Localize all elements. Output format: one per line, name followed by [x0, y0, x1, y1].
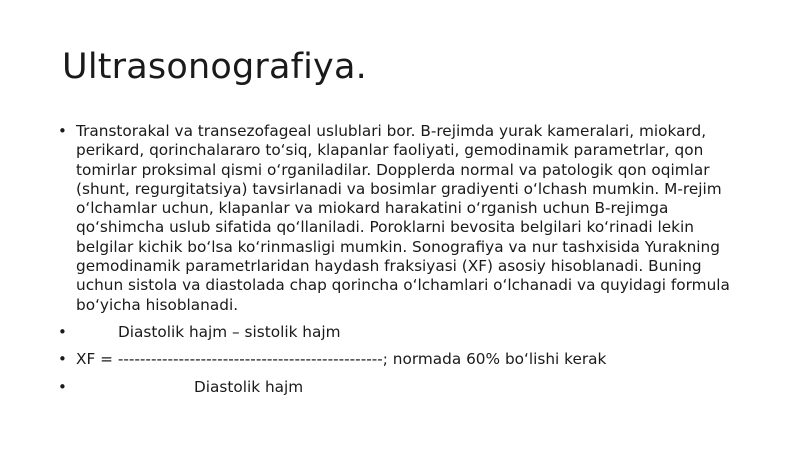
- bullet-icon: •: [58, 350, 67, 369]
- formula-line: XF = ------------------------------------------------; normada 60% bo‘lishi kerak: [76, 350, 607, 369]
- bullet-icon: •: [58, 122, 67, 140]
- formula-denominator: Diastolik hajm: [194, 377, 304, 396]
- list-item: [58, 378, 748, 397]
- bullet-icon: •: [58, 322, 67, 341]
- bullet-icon: •: [58, 377, 67, 396]
- bullet-list: [58, 122, 748, 405]
- formula-numerator: Diastolik hajm – sistolik hajm: [118, 322, 341, 341]
- paragraph-text: Transtorakal va transezofageal uslublari bor. B-rejimda yurak kameralari, miokard, perikard, qorinchalararo to‘siq, klapanlar faoliyati, gemodinamik parametrlar, qon tomirlar proksimal qismi o‘rganiladilar. Dopplerda normal va patologik qon oqimlar (shunt, regurgitatsiya) tavsirlanadi va bosimlar gradiyenti o‘lchash mumkin. M-rejim o‘lchamlar uchun, klapanlar va miokard harakatini o‘rganish uchun B-rejimga qo‘shimcha uslub sifatida qo‘llaniladi. Poroklarni bevosita belgilari ko‘rinadi lekin belgilar kichik bo‘lsa ko‘rinmasligi mumkin. Sonografiya va nur tashxisida Yurakning gemodinamik parametrlaridan haydash fraksiyasi (XF) asosiy hisoblanadi. Buning uchun sistola va diastolada chap qorincha o‘lchamlari o‘lchanadi va quyidagi formula bo‘yicha hisoblanadi.: [76, 122, 730, 314]
- list-item: [58, 122, 748, 315]
- slide-title: Ultrasonografiya.: [62, 47, 367, 87]
- list-item: [58, 350, 748, 369]
- list-item: [58, 323, 748, 342]
